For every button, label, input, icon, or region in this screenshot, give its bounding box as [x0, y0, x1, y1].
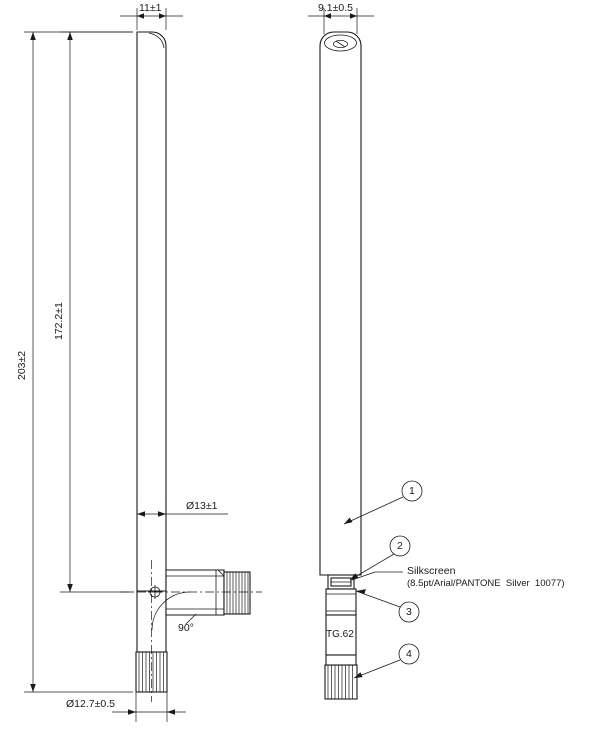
dim-label-overall-length: 203±2 — [16, 350, 28, 380]
dim-label-top-width-front: 9.1±0.5 — [318, 2, 353, 14]
dim-connector-diameter — [112, 692, 186, 722]
dim-label-top-width: 11±1 — [139, 2, 162, 14]
dim-label-hinge-angle: 90° — [178, 622, 194, 634]
dim-label-radome-length: 172.2±1 — [53, 302, 65, 340]
callout-number-2: 2 — [397, 540, 403, 552]
silkscreen-note-detail: (8.5pt/Arial/PANTONE Silver 10077) — [407, 578, 565, 589]
dim-label-body-diameter: Ø13±1 — [186, 500, 218, 512]
dim-overall-length — [24, 32, 133, 692]
dim-radome-length — [60, 32, 133, 592]
dim-label-connector-diameter: Ø12.7±0.5 — [66, 698, 115, 710]
callout-number-4: 4 — [406, 648, 412, 660]
callout-number-1: 1 — [409, 485, 415, 497]
side-view-geometry — [120, 32, 262, 702]
front-view-geometry — [320, 32, 361, 699]
marking-text: TG.62 — [326, 629, 354, 640]
silkscreen-note-title: Silkscreen — [407, 565, 456, 577]
callout-number-3: 3 — [406, 606, 412, 618]
